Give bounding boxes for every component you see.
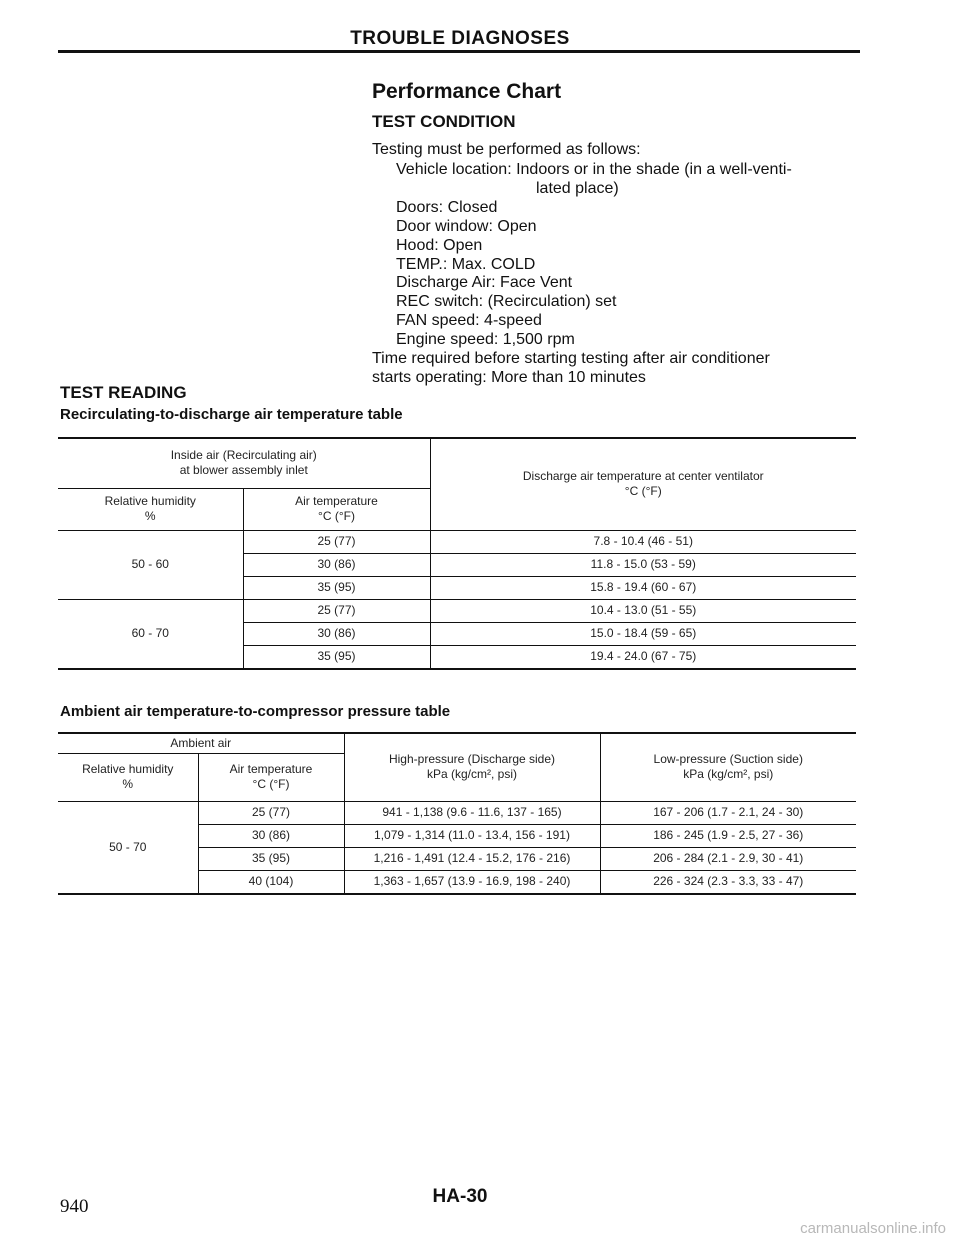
page-code: HA-30 bbox=[432, 1186, 488, 1207]
page-number: 940 bbox=[60, 1196, 89, 1217]
table-cell-air-temp: 25 (77) bbox=[243, 530, 430, 553]
table-cell-air-temp: 25 (77) bbox=[198, 801, 344, 824]
doors-condition: Doors: Closed bbox=[396, 199, 498, 216]
humidity-group-50-60: 50 - 60 bbox=[131, 557, 169, 571]
header-rule bbox=[58, 50, 860, 53]
table-cell-discharge: 7.8 - 10.4 (46 - 51) bbox=[430, 530, 856, 553]
hood-condition: Hood: Open bbox=[396, 237, 483, 254]
temp-condition: TEMP.: Max. COLD bbox=[396, 256, 536, 273]
inside-air-header-line-1: Inside air (Recirculating air) bbox=[170, 448, 317, 463]
test-reading-heading: TEST READING bbox=[60, 383, 187, 402]
table-cell-air-temp: 30 (86) bbox=[243, 622, 430, 645]
engine-speed-condition: Engine speed: 1,500 rpm bbox=[396, 331, 575, 348]
table-cell-low-pressure: 186 - 245 (1.9 - 2.5, 27 - 36) bbox=[600, 824, 856, 847]
table-cell-air-temp: 40 (104) bbox=[198, 870, 344, 894]
inside-air-header-line-2: at blower assembly inlet bbox=[179, 463, 308, 478]
low-pressure-header bbox=[600, 733, 856, 801]
discharge-air-condition: Discharge Air: Face Vent bbox=[396, 274, 573, 291]
vehicle-location-line-1: Vehicle location: Indoors or in the shade (in a well-venti- bbox=[396, 161, 792, 178]
table-cell-high-pressure: 1,363 - 1,657 (13.9 - 16.9, 198 - 240) bbox=[344, 870, 600, 894]
table-cell-discharge: 15.0 - 18.4 (59 - 65) bbox=[430, 622, 856, 645]
discharge-temp-header-line-1: Discharge air temperature at center ventilator bbox=[522, 469, 764, 484]
inside-air-header bbox=[58, 438, 430, 488]
low-pressure-label: Low-pressure (Suction side) bbox=[653, 752, 803, 767]
ambient-pressure-table bbox=[58, 732, 856, 895]
air-temp-unit: °C (°F) bbox=[252, 777, 290, 791]
relative-humidity-header bbox=[58, 488, 243, 530]
air-temp-label: Air temperature bbox=[229, 762, 313, 776]
table1-title: Recirculating-to-discharge air temperature table bbox=[60, 406, 403, 423]
table-cell-low-pressure: 206 - 284 (2.1 - 2.9, 30 - 41) bbox=[600, 847, 856, 870]
high-pressure-label: High-pressure (Discharge side) bbox=[388, 752, 556, 767]
table-cell-low-pressure: 226 - 324 (2.3 - 3.3, 33 - 47) bbox=[600, 870, 856, 894]
time-required-line-1: Time required before starting testing after air conditioner bbox=[372, 350, 770, 367]
table-cell-high-pressure: 1,079 - 1,314 (11.0 - 13.4, 156 - 191) bbox=[344, 824, 600, 847]
table-cell-air-temp: 35 (95) bbox=[198, 847, 344, 870]
fan-speed-condition: FAN speed: 4-speed bbox=[396, 312, 542, 329]
discharge-temp-header bbox=[430, 438, 856, 530]
air-temp-unit: °C (°F) bbox=[318, 509, 355, 523]
table-cell-low-pressure: 167 - 206 (1.7 - 2.1, 24 - 30) bbox=[600, 801, 856, 824]
table-cell-air-temp: 30 (86) bbox=[198, 824, 344, 847]
table-cell-discharge: 19.4 - 24.0 (67 - 75) bbox=[430, 645, 856, 669]
relative-humidity-unit: % bbox=[122, 777, 134, 791]
humidity-group-50-70: 50 - 70 bbox=[58, 801, 198, 894]
high-pressure-header bbox=[344, 733, 600, 801]
high-pressure-unit: kPa (kg/cm², psi) bbox=[426, 767, 517, 782]
table-cell-discharge: 10.4 - 13.0 (51 - 55) bbox=[430, 599, 856, 622]
recirc-discharge-table bbox=[58, 437, 856, 670]
table-cell-high-pressure: 1,216 - 1,491 (12.4 - 15.2, 176 - 216) bbox=[344, 847, 600, 870]
low-pressure-unit: kPa (kg/cm², psi) bbox=[683, 767, 774, 782]
table-cell-high-pressure: 941 - 1,138 (9.6 - 11.6, 137 - 165) bbox=[344, 801, 600, 824]
relative-humidity-header bbox=[58, 753, 198, 801]
relative-humidity-label: Relative humidity bbox=[104, 494, 196, 508]
watermark: carmanualsonline.info bbox=[800, 1220, 946, 1237]
discharge-temp-header-line-2: °C (°F) bbox=[624, 484, 662, 499]
humidity-group-60-70: 60 - 70 bbox=[58, 599, 243, 669]
table-cell-air-temp: 30 (86) bbox=[243, 553, 430, 576]
table-cell-discharge: 11.8 - 15.0 (53 - 59) bbox=[430, 553, 856, 576]
rec-switch-condition: REC switch: (Recirculation) set bbox=[396, 293, 617, 310]
intro-text: Testing must be performed as follows: bbox=[372, 141, 641, 158]
relative-humidity-unit: % bbox=[144, 509, 156, 523]
table-cell-air-temp: 35 (95) bbox=[243, 645, 430, 669]
table-cell-air-temp: 35 (95) bbox=[243, 576, 430, 599]
section-title: TROUBLE DIAGNOSES bbox=[350, 28, 570, 49]
table-cell-air-temp: 25 (77) bbox=[243, 599, 430, 622]
door-window-condition: Door window: Open bbox=[396, 218, 537, 235]
vehicle-location-line-2: lated place) bbox=[536, 180, 619, 197]
table-cell-discharge: 15.8 - 19.4 (60 - 67) bbox=[430, 576, 856, 599]
table2-title: Ambient air temperature-to-compressor pressure table bbox=[60, 703, 451, 720]
time-required-line-2: starts operating: More than 10 minutes bbox=[372, 369, 646, 386]
air-temp-header bbox=[243, 488, 430, 530]
chart-title: Performance Chart bbox=[372, 80, 562, 103]
air-temp-label: Air temperature bbox=[295, 494, 378, 508]
ambient-air-header: Ambient air bbox=[58, 733, 344, 753]
air-temp-header bbox=[198, 753, 344, 801]
relative-humidity-label: Relative humidity bbox=[82, 762, 174, 776]
test-condition-heading: TEST CONDITION bbox=[372, 112, 516, 131]
